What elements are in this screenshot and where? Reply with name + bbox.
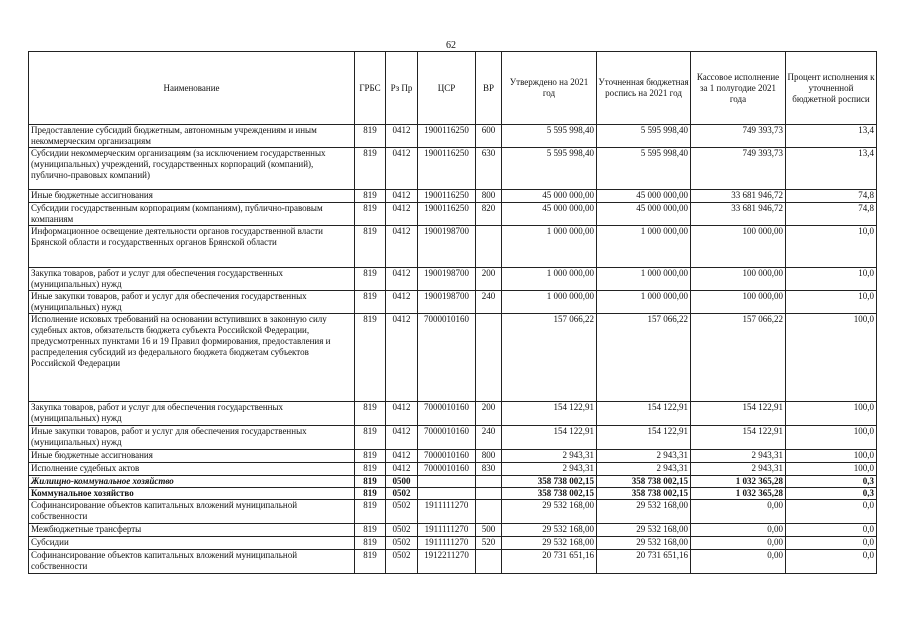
table-row (29, 268, 877, 291)
cell-percent: 10,0 (786, 226, 877, 268)
cell-vr (476, 500, 502, 524)
cell-csr: 1900198700 (418, 268, 476, 291)
cell-csr (418, 488, 476, 500)
cell-vr: 630 (476, 148, 502, 190)
cell-grbs: 819 (355, 291, 386, 314)
cell-cash: 33 681 946,72 (691, 203, 786, 226)
cell-percent: 0,0 (786, 500, 877, 524)
cell-name: Закупка товаров, работ и услуг для обеспечения государственных (муниципальных) нужд (29, 268, 355, 291)
cell-csr: 1900116250 (418, 125, 476, 148)
cell-refined: 2 943,31 (597, 463, 691, 476)
cell-grbs: 819 (355, 476, 386, 488)
cell-grbs: 819 (355, 450, 386, 463)
cell-refined: 154 122,91 (597, 426, 691, 450)
cell-vr (476, 314, 502, 402)
header-approved: Утверждено на 2021 год (502, 52, 597, 125)
cell-rz-pr: 0412 (386, 402, 418, 426)
cell-approved: 358 738 002,15 (502, 488, 597, 500)
cell-percent: 0,0 (786, 550, 877, 574)
budget-table (28, 51, 877, 574)
cell-csr: 7000010160 (418, 426, 476, 450)
cell-percent: 74,8 (786, 190, 877, 203)
cell-vr: 820 (476, 203, 502, 226)
cell-rz-pr: 0502 (386, 524, 418, 537)
cell-cash: 100 000,00 (691, 268, 786, 291)
table-row (29, 125, 877, 148)
cell-percent: 74,8 (786, 203, 877, 226)
cell-grbs: 819 (355, 537, 386, 550)
cell-rz-pr: 0502 (386, 550, 418, 574)
cell-refined: 1 000 000,00 (597, 291, 691, 314)
table-row (29, 524, 877, 537)
cell-percent: 100,0 (786, 314, 877, 402)
header-percent: Процент исполнения к уточненной бюджетной росписи (786, 52, 877, 125)
cell-approved: 1 000 000,00 (502, 268, 597, 291)
cell-grbs: 819 (355, 314, 386, 402)
cell-approved: 157 066,22 (502, 314, 597, 402)
cell-vr: 600 (476, 125, 502, 148)
cell-refined: 5 595 998,40 (597, 148, 691, 190)
cell-percent: 0,0 (786, 537, 877, 550)
cell-csr: 7000010160 (418, 314, 476, 402)
header-rz-pr: Рз Пр (386, 52, 418, 125)
table-row (29, 402, 877, 426)
cell-vr: 830 (476, 463, 502, 476)
table-row (29, 550, 877, 574)
cell-rz-pr: 0502 (386, 488, 418, 500)
cell-approved: 1 000 000,00 (502, 291, 597, 314)
header-name: Наименование (29, 52, 355, 125)
cell-approved: 29 532 168,00 (502, 500, 597, 524)
cell-refined: 45 000 000,00 (597, 203, 691, 226)
cell-vr: 240 (476, 426, 502, 450)
cell-rz-pr: 0502 (386, 537, 418, 550)
cell-vr: 240 (476, 291, 502, 314)
cell-rz-pr: 0500 (386, 476, 418, 488)
table-row (29, 226, 877, 268)
cell-refined: 29 532 168,00 (597, 500, 691, 524)
table-row (29, 148, 877, 190)
cell-rz-pr: 0412 (386, 190, 418, 203)
cell-percent: 0,3 (786, 476, 877, 488)
cell-name: Софинансирование объектов капитальных вложений муниципальной собственности (29, 550, 355, 574)
cell-cash: 2 943,31 (691, 450, 786, 463)
cell-vr (476, 488, 502, 500)
cell-approved: 154 122,91 (502, 426, 597, 450)
cell-csr: 1911111270 (418, 537, 476, 550)
cell-vr (476, 226, 502, 268)
cell-csr: 1900116250 (418, 148, 476, 190)
cell-percent: 100,0 (786, 463, 877, 476)
table-row (29, 203, 877, 226)
cell-grbs: 819 (355, 190, 386, 203)
cell-refined: 1 000 000,00 (597, 268, 691, 291)
cell-csr: 1900198700 (418, 291, 476, 314)
table-row (29, 450, 877, 463)
cell-refined: 29 532 168,00 (597, 524, 691, 537)
cell-cash: 154 122,91 (691, 426, 786, 450)
cell-rz-pr: 0412 (386, 463, 418, 476)
cell-csr: 1900116250 (418, 203, 476, 226)
cell-percent: 10,0 (786, 291, 877, 314)
cell-grbs: 819 (355, 524, 386, 537)
cell-cash: 100 000,00 (691, 291, 786, 314)
cell-approved: 29 532 168,00 (502, 537, 597, 550)
cell-rz-pr: 0412 (386, 125, 418, 148)
cell-csr: 1900198700 (418, 226, 476, 268)
cell-csr (418, 476, 476, 488)
cell-grbs: 819 (355, 125, 386, 148)
cell-vr: 800 (476, 450, 502, 463)
cell-name: Иные бюджетные ассигнования (29, 450, 355, 463)
cell-cash: 2 943,31 (691, 463, 786, 476)
cell-refined: 358 738 002,15 (597, 476, 691, 488)
table-row (29, 476, 877, 488)
cell-cash: 154 122,91 (691, 402, 786, 426)
cell-approved: 20 731 651,16 (502, 550, 597, 574)
cell-cash: 33 681 946,72 (691, 190, 786, 203)
table-row (29, 291, 877, 314)
cell-percent: 10,0 (786, 268, 877, 291)
cell-cash: 0,00 (691, 524, 786, 537)
cell-approved: 154 122,91 (502, 402, 597, 426)
cell-approved: 5 595 998,40 (502, 125, 597, 148)
header-vr: ВР (476, 52, 502, 125)
cell-grbs: 819 (355, 426, 386, 450)
table-row (29, 537, 877, 550)
cell-percent: 100,0 (786, 450, 877, 463)
cell-refined: 29 532 168,00 (597, 537, 691, 550)
page-number: 62 (446, 40, 456, 51)
cell-approved: 5 595 998,40 (502, 148, 597, 190)
cell-cash: 749 393,73 (691, 148, 786, 190)
cell-grbs: 819 (355, 148, 386, 190)
cell-name: Субсидии некоммерческим организациям (за исключением государственных (муниципальных) учреждений, государственных корпораций (компаний), публично-правовых компаний) (29, 148, 355, 190)
header-refined: Уточненная бюджетная роспись на 2021 год (597, 52, 691, 125)
cell-vr: 800 (476, 190, 502, 203)
cell-refined: 154 122,91 (597, 402, 691, 426)
cell-name: Исполнение исковых требований на основании вступивших в законную силу судебных актов, обязательств бюджета субъекта Российской Федерации, предусмотренных пунктами 16 и 19 Правил формирования, предоставления и распределения субсидий из федерального бюджета бюджетам субъектов Российской Федерации (29, 314, 355, 402)
cell-grbs: 819 (355, 203, 386, 226)
cell-cash: 100 000,00 (691, 226, 786, 268)
cell-grbs: 819 (355, 463, 386, 476)
cell-grbs: 819 (355, 550, 386, 574)
cell-approved: 2 943,31 (502, 450, 597, 463)
cell-rz-pr: 0412 (386, 450, 418, 463)
cell-approved: 29 532 168,00 (502, 524, 597, 537)
cell-csr: 1911111270 (418, 500, 476, 524)
cell-percent: 100,0 (786, 426, 877, 450)
cell-refined: 20 731 651,16 (597, 550, 691, 574)
header-cash: Кассовое исполнение за 1 полугодие 2021 года (691, 52, 786, 125)
cell-name: Иные закупки товаров, работ и услуг для обеспечения государственных (муниципальных) нужд (29, 426, 355, 450)
cell-csr: 1900116250 (418, 190, 476, 203)
cell-vr (476, 476, 502, 488)
cell-cash: 0,00 (691, 500, 786, 524)
cell-name: Иные бюджетные ассигнования (29, 190, 355, 203)
cell-vr: 520 (476, 537, 502, 550)
cell-rz-pr: 0412 (386, 203, 418, 226)
cell-name: Исполнение судебных актов (29, 463, 355, 476)
cell-name: Закупка товаров, работ и услуг для обеспечения государственных (муниципальных) нужд (29, 402, 355, 426)
cell-name: Коммунальное хозяйство (29, 488, 355, 500)
cell-approved: 45 000 000,00 (502, 203, 597, 226)
cell-percent: 13,4 (786, 125, 877, 148)
header-grbs: ГРБС (355, 52, 386, 125)
cell-name: Предоставление субсидий бюджетным, автономным учреждениям и иным некоммерческим организациям (29, 125, 355, 148)
table-row (29, 314, 877, 402)
cell-approved: 45 000 000,00 (502, 190, 597, 203)
cell-refined: 157 066,22 (597, 314, 691, 402)
cell-refined: 1 000 000,00 (597, 226, 691, 268)
cell-cash: 1 032 365,28 (691, 476, 786, 488)
cell-grbs: 819 (355, 488, 386, 500)
cell-name: Информационное освещение деятельности органов государственной власти Брянской области и государственных органов Брянской области (29, 226, 355, 268)
table-row (29, 463, 877, 476)
cell-refined: 2 943,31 (597, 450, 691, 463)
cell-refined: 45 000 000,00 (597, 190, 691, 203)
cell-csr: 7000010160 (418, 463, 476, 476)
header-row (29, 52, 877, 125)
cell-rz-pr: 0412 (386, 226, 418, 268)
cell-csr: 1911111270 (418, 524, 476, 537)
cell-name: Софинансирование объектов капитальных вложений муниципальной собственности (29, 500, 355, 524)
cell-percent: 100,0 (786, 402, 877, 426)
cell-cash: 157 066,22 (691, 314, 786, 402)
cell-refined: 5 595 998,40 (597, 125, 691, 148)
cell-percent: 0,0 (786, 524, 877, 537)
cell-csr: 7000010160 (418, 450, 476, 463)
cell-csr: 7000010160 (418, 402, 476, 426)
cell-rz-pr: 0412 (386, 268, 418, 291)
cell-cash: 0,00 (691, 550, 786, 574)
cell-rz-pr: 0412 (386, 314, 418, 402)
cell-rz-pr: 0412 (386, 291, 418, 314)
cell-refined: 358 738 002,15 (597, 488, 691, 500)
cell-vr: 500 (476, 524, 502, 537)
header-csr: ЦСР (418, 52, 476, 125)
cell-percent: 0,3 (786, 488, 877, 500)
cell-csr: 1912211270 (418, 550, 476, 574)
cell-name: Субсидии (29, 537, 355, 550)
cell-name: Жилищно-коммунальное хозяйство (29, 476, 355, 488)
cell-name: Иные закупки товаров, работ и услуг для обеспечения государственных (муниципальных) нужд (29, 291, 355, 314)
cell-name: Межбюджетные трансферты (29, 524, 355, 537)
cell-approved: 1 000 000,00 (502, 226, 597, 268)
cell-vr: 200 (476, 268, 502, 291)
cell-rz-pr: 0412 (386, 426, 418, 450)
table-row (29, 500, 877, 524)
cell-grbs: 819 (355, 500, 386, 524)
table-row (29, 426, 877, 450)
cell-rz-pr: 0502 (386, 500, 418, 524)
cell-cash: 749 393,73 (691, 125, 786, 148)
table-row (29, 488, 877, 500)
cell-percent: 13,4 (786, 148, 877, 190)
cell-grbs: 819 (355, 402, 386, 426)
table-row (29, 190, 877, 203)
cell-approved: 358 738 002,15 (502, 476, 597, 488)
cell-grbs: 819 (355, 226, 386, 268)
cell-vr: 200 (476, 402, 502, 426)
cell-rz-pr: 0412 (386, 148, 418, 190)
cell-vr (476, 550, 502, 574)
cell-cash: 0,00 (691, 537, 786, 550)
cell-cash: 1 032 365,28 (691, 488, 786, 500)
cell-grbs: 819 (355, 268, 386, 291)
cell-name: Субсидии государственным корпорациям (компаниям), публично-правовым компаниям (29, 203, 355, 226)
cell-approved: 2 943,31 (502, 463, 597, 476)
